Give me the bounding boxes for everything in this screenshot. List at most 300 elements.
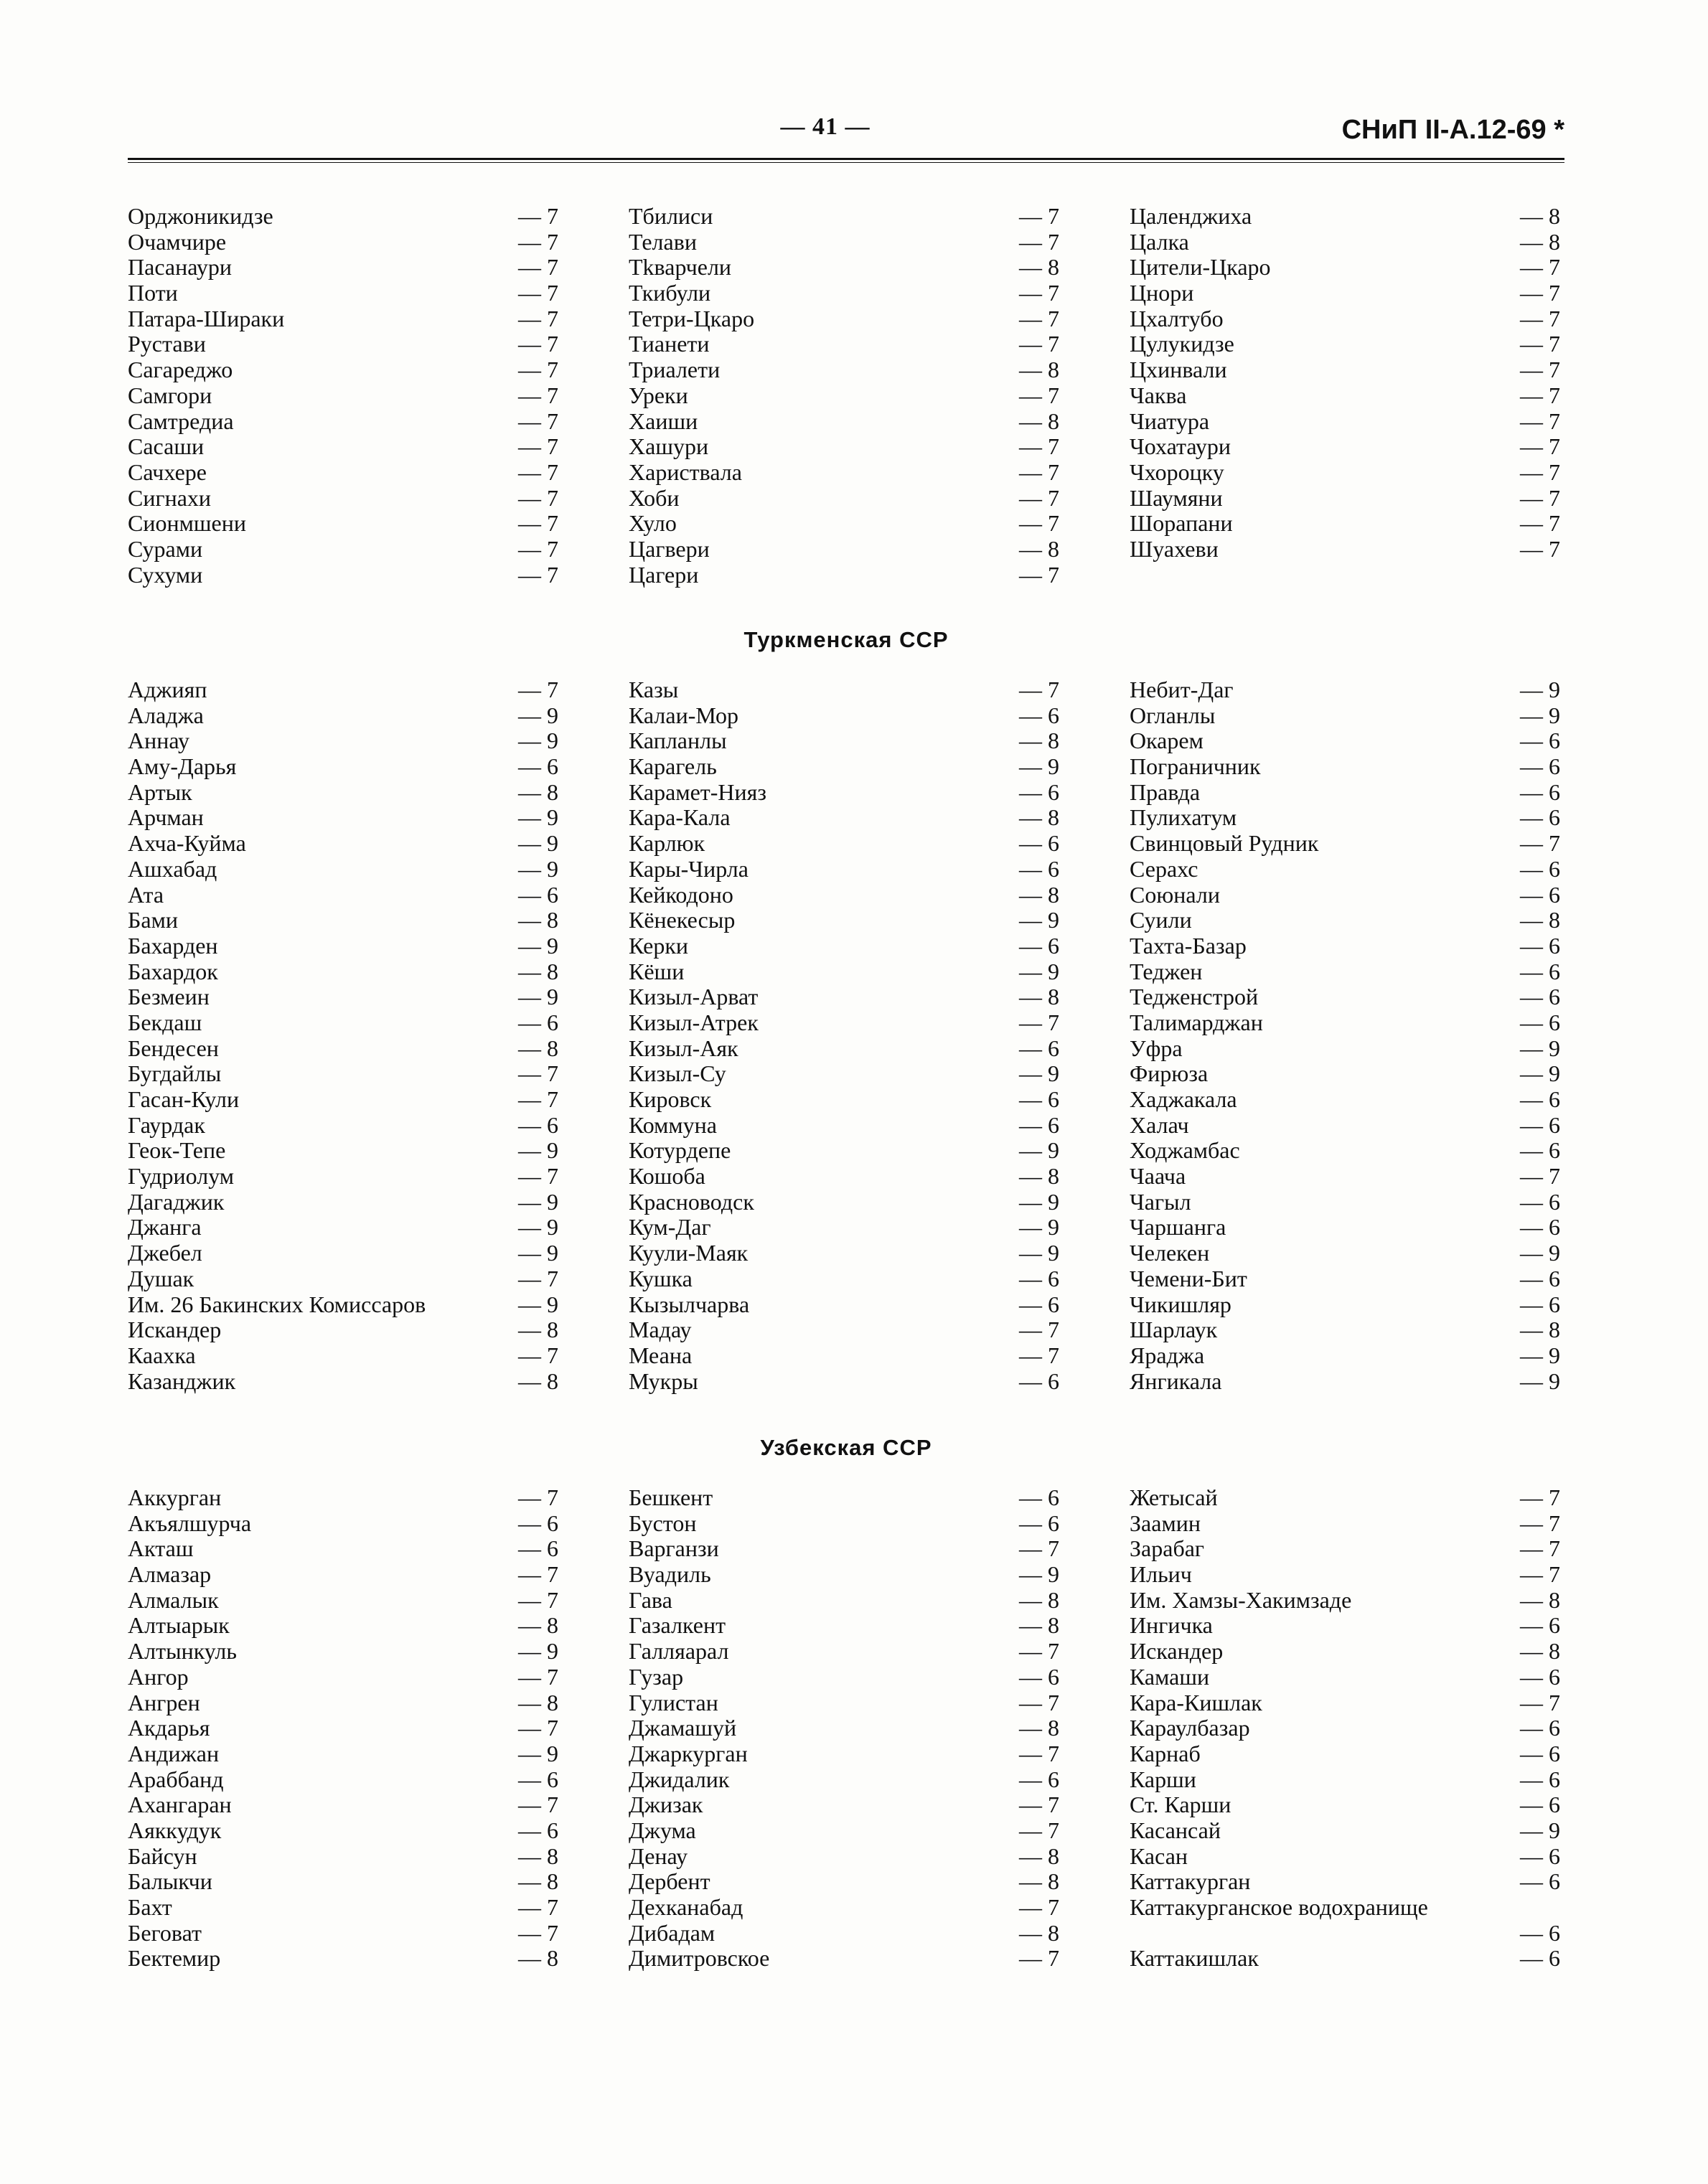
list-entry (629, 831, 1059, 857)
place-name: Красноводск (629, 1188, 754, 1215)
intensity-value: — 7 (1496, 1690, 1560, 1716)
intensity-value: — 7 (995, 1010, 1059, 1036)
place-name: Дехканабад (629, 1894, 743, 1920)
place-name: Гава (629, 1586, 672, 1613)
list-entry (128, 1562, 558, 1588)
list-entry (1130, 1138, 1560, 1164)
intensity-value: — 9 (995, 1138, 1059, 1164)
place-name: Сачхере (128, 458, 207, 485)
intensity-value: — 7 (1496, 511, 1560, 537)
intensity-value: — 7 (494, 563, 558, 588)
place-name: Галляарал (629, 1638, 729, 1665)
place-name: Хариствала (629, 458, 742, 485)
intensity-value: — 6 (1496, 1946, 1560, 1972)
place-name: Тедженстрой (1130, 984, 1259, 1010)
place-name: Арчман (128, 804, 204, 831)
list-entry (1130, 1087, 1560, 1113)
intensity-value: — 9 (995, 1562, 1059, 1588)
list-entry (629, 409, 1059, 435)
intensity-value: — 7 (494, 1562, 558, 1588)
list-entry (1130, 933, 1560, 959)
place-name: Дибадам (629, 1919, 715, 1946)
intensity-value: — 6 (995, 1511, 1059, 1537)
place-name: Бустон (629, 1510, 697, 1536)
intensity-value: — 6 (1496, 1138, 1560, 1164)
list-entry (629, 230, 1059, 255)
place-name: Гудриолум (128, 1163, 235, 1190)
list-entry (128, 754, 558, 780)
place-name: Денау (629, 1842, 688, 1869)
list-entry (1130, 1241, 1560, 1266)
place-name: Хаиши (629, 408, 698, 434)
list-entry (629, 1485, 1059, 1511)
intensity-value: — 6 (995, 1485, 1059, 1511)
list-entry (1130, 728, 1560, 754)
place-name: Уфра (1130, 1035, 1183, 1061)
list-entry (1130, 1190, 1560, 1215)
section-title: Узбекская ССР (760, 1435, 932, 1460)
place-name: Чхороцку (1130, 458, 1224, 485)
list-entry (128, 204, 558, 230)
place-name: Мукры (629, 1368, 698, 1394)
place-name: Касан (1130, 1842, 1188, 1869)
place-name: Тахта-Базар (1130, 932, 1247, 959)
list-entry (128, 677, 558, 703)
intensity-value: — 7 (1496, 537, 1560, 563)
intensity-value: — 6 (1496, 1869, 1560, 1895)
list-entry (629, 204, 1059, 230)
list-entry (1130, 857, 1560, 882)
place-name: Искандер (1130, 1638, 1224, 1665)
list-entry (629, 1792, 1059, 1818)
place-name: Вуадиль (629, 1561, 711, 1588)
place-name: Ахча-Куйма (128, 830, 246, 857)
intensity-value: — 6 (1496, 754, 1560, 780)
place-name: Керки (629, 932, 688, 959)
place-name: Варганзи (629, 1535, 719, 1562)
list-entry (128, 728, 558, 754)
place-name: Акдарья (128, 1715, 210, 1741)
list-entry (1130, 677, 1560, 703)
place-name: Сионмшени (128, 510, 246, 537)
place-name: Шуахеви (1130, 535, 1219, 562)
intensity-value: — 7 (995, 1639, 1059, 1665)
list-entry (629, 1844, 1059, 1870)
intensity-value: — 7 (494, 1266, 558, 1292)
intensity-value: — 9 (1496, 1818, 1560, 1844)
intensity-value: — 9 (494, 984, 558, 1010)
list-entry (1130, 1639, 1560, 1665)
intensity-value: — 7 (494, 1792, 558, 1818)
intensity-value: — 6 (1496, 882, 1560, 908)
intensity-value: — 7 (995, 486, 1059, 512)
list-entry (128, 486, 558, 512)
list-entry (128, 1690, 558, 1716)
intensity-value: — 9 (494, 1215, 558, 1241)
place-name: Кошоба (629, 1163, 705, 1190)
place-name: Им. Хамзы-Хакимзаде (1130, 1586, 1352, 1613)
list-entry (128, 537, 558, 563)
place-name: Ангрен (128, 1689, 200, 1715)
intensity-value: — 7 (494, 677, 558, 703)
list-entry (629, 281, 1059, 306)
intensity-value: — 9 (995, 959, 1059, 985)
intensity-value: — 7 (494, 331, 558, 357)
place-name: Бектемир (128, 1945, 221, 1972)
page-number: — 41 — (780, 113, 871, 140)
document-code: СНиП II-А.12-69 * (1341, 115, 1564, 145)
place-name: Бугдайлы (128, 1060, 222, 1087)
intensity-value: — 6 (1496, 857, 1560, 882)
place-name: Им. 26 Бакинских Комиссаров (128, 1291, 426, 1317)
intensity-value: — 7 (494, 1343, 558, 1369)
list-entry (629, 1369, 1059, 1395)
list-entry (128, 230, 558, 255)
intensity-value: — 6 (1496, 1266, 1560, 1292)
place-name: Патара-Шираки (128, 305, 285, 331)
intensity-value: — 9 (494, 805, 558, 831)
intensity-value: — 6 (494, 1536, 558, 1562)
list-entry (1130, 805, 1560, 831)
place-name: Карлюк (629, 830, 705, 857)
list-entry (1130, 1036, 1560, 1062)
list-entry (1130, 1818, 1560, 1844)
intensity-value: — 6 (995, 1087, 1059, 1113)
place-name: Цаленджиха (1130, 203, 1252, 229)
place-name: Араббанд (128, 1766, 224, 1792)
intensity-value: — 7 (494, 230, 558, 255)
list-entry (629, 1818, 1059, 1844)
place-name: Фирюза (1130, 1060, 1209, 1087)
list-entry (1130, 383, 1560, 409)
list-entry (629, 1741, 1059, 1767)
place-name: Аму-Дарья (128, 753, 237, 780)
list-entry (629, 1562, 1059, 1588)
place-name: Капланлы (629, 728, 727, 754)
list-entry (128, 1292, 558, 1318)
place-name: Гаурдак (128, 1111, 205, 1138)
intensity-value: — 7 (995, 434, 1059, 460)
list-entry (1130, 1343, 1560, 1369)
list-entry (629, 1536, 1059, 1562)
place-name: Каттакурган (1130, 1868, 1251, 1895)
list-entry (128, 1715, 558, 1741)
place-name: Чохатаури (1130, 433, 1231, 460)
place-name: Ходжамбас (1130, 1137, 1240, 1164)
place-name: Дагаджик (128, 1188, 225, 1215)
intensity-value: — 7 (995, 677, 1059, 703)
place-name: Кушка (629, 1265, 693, 1291)
list-entry (629, 1317, 1059, 1343)
list-entry (1130, 1562, 1560, 1588)
column-3 (1130, 1485, 1560, 1972)
list-entry (1130, 1767, 1560, 1793)
intensity-value: — 6 (995, 1292, 1059, 1318)
intensity-value: — 6 (1496, 1215, 1560, 1241)
place-name: Пасанаури (128, 254, 232, 281)
intensity-value: — 6 (1496, 1715, 1560, 1741)
intensity-value: — 7 (995, 1317, 1059, 1343)
place-name: Дербент (629, 1868, 710, 1895)
intensity-value: — 9 (494, 1292, 558, 1318)
column-1 (128, 677, 558, 1394)
list-entry (1130, 537, 1560, 563)
place-name: Очамчире (128, 228, 227, 255)
intensity-value: — 7 (995, 1690, 1059, 1716)
intensity-value: — 6 (995, 1369, 1059, 1395)
place-name: Цагвери (629, 535, 710, 562)
list-entry (1130, 1113, 1560, 1139)
place-name: Кизыл-Су (629, 1060, 726, 1087)
intensity-value: — 8 (1496, 204, 1560, 230)
place-name: Бахт (128, 1894, 172, 1920)
list-entry (629, 1665, 1059, 1690)
intensity-value: — 7 (995, 383, 1059, 409)
list-entry (1130, 511, 1560, 537)
intensity-value: — 7 (494, 1895, 558, 1921)
intensity-value: — 8 (494, 1690, 558, 1716)
list-entry (128, 1369, 558, 1395)
place-name: Тианети (629, 331, 710, 357)
place-name: Чаача (1130, 1163, 1186, 1190)
place-name: Кизыл-Атрек (629, 1009, 759, 1035)
intensity-value: — 8 (494, 780, 558, 806)
list-entry (629, 331, 1059, 357)
place-name: Душак (128, 1265, 194, 1291)
intensity-value: — 8 (494, 1613, 558, 1639)
list-entry (629, 1767, 1059, 1793)
intensity-value: — 7 (494, 383, 558, 409)
list-entry (1130, 1266, 1560, 1292)
intensity-value: — 9 (494, 857, 558, 882)
intensity-value: — 6 (995, 933, 1059, 959)
list-entry (629, 908, 1059, 933)
list-entry (629, 511, 1059, 537)
place-name: Джаркурган (629, 1740, 748, 1766)
intensity-value: — 9 (1496, 1061, 1560, 1087)
list-entry (1130, 1061, 1560, 1087)
intensity-value: — 6 (1496, 933, 1560, 959)
list-entry (128, 780, 558, 806)
list-entry (128, 1767, 558, 1793)
list-entry (1130, 1613, 1560, 1639)
intensity-value: — 9 (1496, 703, 1560, 729)
intensity-value: — 7 (494, 204, 558, 230)
list-entry (629, 882, 1059, 908)
intensity-value: — 7 (494, 255, 558, 281)
intensity-value: — 9 (494, 831, 558, 857)
list-entry (128, 1665, 558, 1690)
place-name: Котурдепе (629, 1137, 731, 1164)
place-name: Аджияп (128, 677, 207, 702)
intensity-value: — 6 (1496, 805, 1560, 831)
intensity-value: — 8 (995, 1164, 1059, 1190)
list-entry (629, 1215, 1059, 1241)
place-name: Цагери (629, 561, 699, 588)
intensity-value: — 9 (1496, 1241, 1560, 1266)
list-entry (1130, 1921, 1560, 1947)
column-1 (128, 204, 558, 588)
list-entry (629, 933, 1059, 959)
list-entry (128, 831, 558, 857)
intensity-value: — 9 (995, 1190, 1059, 1215)
list-entry (629, 1292, 1059, 1318)
place-name: Караулбазар (1130, 1715, 1250, 1741)
place-name: Поти (128, 280, 178, 306)
place-name: Жетысай (1130, 1484, 1218, 1510)
list-entry (1130, 831, 1560, 857)
place-name: Суили (1130, 907, 1192, 933)
place-name: Казанджик (128, 1368, 236, 1394)
intensity-value: — 9 (494, 703, 558, 729)
intensity-value: — 7 (1496, 1164, 1560, 1190)
list-entry (629, 703, 1059, 729)
intensity-value: — 7 (1496, 357, 1560, 383)
intensity-value: — 7 (494, 486, 558, 512)
column-1 (128, 1485, 558, 1972)
intensity-value: — 7 (494, 357, 558, 383)
column-2 (629, 677, 1059, 1394)
place-name: Чикишляр (1130, 1291, 1231, 1317)
place-name: Хашури (629, 433, 709, 460)
intensity-value: — 7 (1496, 331, 1560, 357)
place-name: Каахка (128, 1342, 196, 1368)
intensity-value: — 7 (995, 563, 1059, 588)
place-name: Бахарден (128, 932, 218, 959)
place-name: Сурами (128, 535, 203, 562)
intensity-value: — 8 (995, 1613, 1059, 1639)
list-entry (128, 511, 558, 537)
intensity-value: — 9 (995, 754, 1059, 780)
place-name: Ашхабад (128, 855, 217, 882)
list-entry (629, 1113, 1059, 1139)
list-entry (1130, 1690, 1560, 1716)
list-entry (128, 306, 558, 332)
place-name: Союнали (1130, 881, 1220, 908)
place-name: Акташ (128, 1535, 194, 1562)
intensity-value: — 7 (995, 1343, 1059, 1369)
list-entry (629, 1613, 1059, 1639)
list-entry (629, 1087, 1059, 1113)
place-name: Геок-Тепе (128, 1137, 226, 1164)
place-name: Мадау (629, 1317, 692, 1343)
list-entry (1130, 1741, 1560, 1767)
intensity-value: — 9 (494, 728, 558, 754)
list-entry (128, 1190, 558, 1215)
intensity-value: — 6 (995, 780, 1059, 806)
intensity-value: — 6 (494, 1511, 558, 1537)
place-name: Куули-Маяк (629, 1240, 749, 1266)
list-entry (629, 1010, 1059, 1036)
intensity-value: — 9 (494, 1138, 558, 1164)
list-entry (1130, 409, 1560, 435)
place-name: Яраджа (1130, 1342, 1205, 1368)
place-name: Заамин (1130, 1510, 1201, 1536)
list-entry (1130, 959, 1560, 985)
place-name: Теджен (1130, 958, 1203, 984)
place-name: Джамашуй (629, 1715, 737, 1741)
intensity-value: — 7 (494, 306, 558, 332)
place-name: Кейкодоно (629, 881, 733, 908)
place-name: Гасан-Кули (128, 1086, 240, 1112)
intensity-value: — 7 (995, 1895, 1059, 1921)
intensity-value: — 6 (995, 703, 1059, 729)
intensity-value: — 8 (1496, 230, 1560, 255)
list-entry (629, 1869, 1059, 1895)
list-entry (629, 857, 1059, 882)
list-entry (629, 1241, 1059, 1266)
list-entry (1130, 908, 1560, 933)
place-name: Беговат (128, 1919, 202, 1946)
list-entry (629, 1895, 1059, 1921)
intensity-value: — 6 (1496, 984, 1560, 1010)
intensity-value: — 8 (995, 1921, 1059, 1947)
list-entry (128, 1138, 558, 1164)
intensity-value: — 6 (995, 1036, 1059, 1062)
place-name: Аннау (128, 728, 189, 754)
place-name: Пулихатум (1130, 804, 1237, 831)
place-name: Сигнахи (128, 484, 212, 511)
place-name: Небит-Даг (1130, 677, 1234, 702)
intensity-value: — 6 (1496, 1613, 1560, 1639)
list-entry (629, 1588, 1059, 1614)
place-name: Ткибули (629, 280, 711, 306)
list-entry (128, 1010, 558, 1036)
list-entry (1130, 204, 1560, 230)
place-name: Чаква (1130, 382, 1187, 408)
list-entry (128, 1036, 558, 1062)
list-entry (1130, 255, 1560, 281)
place-name: Кара-Кала (629, 804, 731, 831)
intensity-value: — 7 (995, 306, 1059, 332)
intensity-value: — 9 (494, 1741, 558, 1767)
intensity-value: — 9 (995, 908, 1059, 933)
place-name: Калаи-Мор (629, 702, 739, 728)
list-entry (128, 1639, 558, 1665)
list-entry (629, 754, 1059, 780)
list-entry (1130, 1946, 1560, 1972)
intensity-value: — 6 (494, 882, 558, 908)
intensity-value: — 8 (494, 1369, 558, 1395)
list-entry (1130, 1511, 1560, 1537)
list-entry (128, 1946, 558, 1972)
place-name: Правда (1130, 778, 1201, 805)
place-name: Сасаши (128, 433, 205, 460)
place-name: Цхинвали (1130, 357, 1227, 383)
intensity-value: — 7 (1496, 831, 1560, 857)
place-name: Алтынкуль (128, 1638, 237, 1665)
place-name: Шарлаук (1130, 1317, 1218, 1343)
place-name: Искандер (128, 1317, 222, 1343)
place-name: Хоби (629, 484, 680, 511)
list-entry (629, 1715, 1059, 1741)
intensity-value: — 6 (494, 1010, 558, 1036)
list-entry (128, 1061, 558, 1087)
intensity-value: — 7 (494, 1715, 558, 1741)
list-entry (128, 563, 558, 588)
list-entry (1130, 1895, 1560, 1921)
list-entry (128, 1164, 558, 1190)
list-entry (1130, 306, 1560, 332)
place-name: Телави (629, 228, 697, 255)
list-entry (128, 703, 558, 729)
intensity-value: — 9 (494, 1190, 558, 1215)
intensity-value: — 7 (995, 331, 1059, 357)
list-entry (629, 1164, 1059, 1190)
place-name: Казы (629, 677, 679, 702)
list-entry (128, 857, 558, 882)
intensity-value: — 9 (1496, 677, 1560, 703)
